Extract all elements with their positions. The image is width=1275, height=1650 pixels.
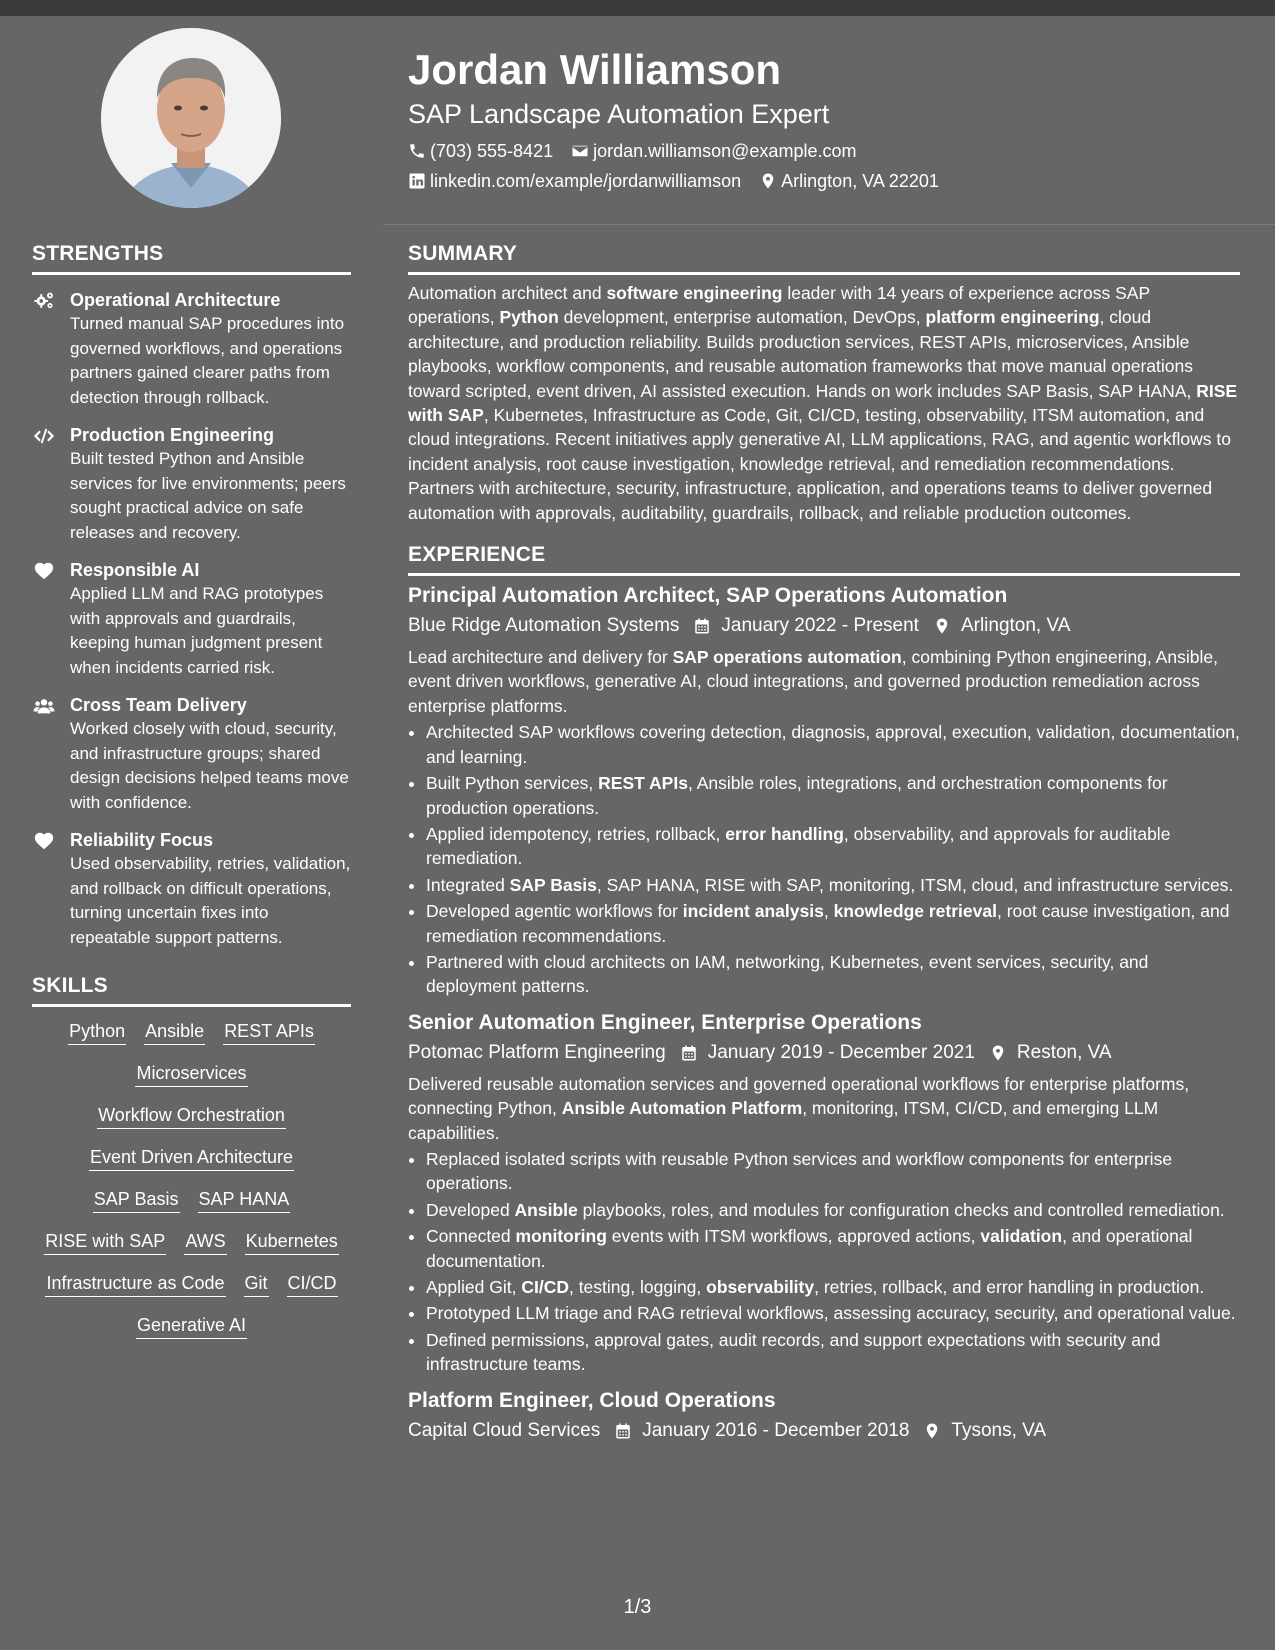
strengths-list [32,288,351,950]
job-entry [408,1009,1240,1377]
text-run: , testing, logging, [568,1277,707,1297]
header [408,40,1248,192]
text-run: , retries, rollback, and error handling in production. [814,1277,1205,1297]
phone-text: (703) 555-8421 [430,141,554,161]
job-description [408,645,1240,718]
text-run: Developed agentic workflows for [426,901,683,922]
envelope-icon [571,142,589,160]
text-run: Replaced isolated scripts with reusable Python services and workflow components for enterprise operations. [426,1148,1173,1194]
strength-description: Turned manual SAP procedures into governed workflows, and operations partners gained clearer paths from detection through rollback. [70,314,345,407]
strength-item [32,423,351,545]
job-bullets [408,1147,1240,1377]
text-run: Automation architect and [408,283,607,303]
bold-keyword: Python [499,307,559,328]
map-pin-icon [923,1421,941,1441]
calendar-icon [693,616,711,636]
job-dates [693,612,919,640]
map-pin-icon [933,616,951,636]
skill-tag: SAP Basis [93,1187,180,1213]
map-pin-icon [759,172,777,190]
code-icon [32,423,70,545]
location-contact [759,170,939,192]
skill-row [32,1313,351,1339]
job-company: Blue Ridge Automation Systems [408,615,680,637]
strength-item [32,828,351,950]
strength-item [32,288,351,410]
job-dates [614,1417,909,1445]
job-dates-text: January 2022 - Present [721,615,919,637]
gears-icon [32,288,70,410]
skills-heading: SKILLS [32,972,351,1007]
bullet-item [426,771,1240,820]
job-description [408,1072,1240,1145]
bullet-item [426,1224,1240,1273]
bold-keyword: software engineering [606,283,783,303]
summary-text [408,281,1240,525]
bold-keyword: RISE with SAP [408,380,1238,426]
skill-row [32,1229,351,1255]
profile-photo [101,28,281,208]
skill-tag: RISE with SAP [44,1229,166,1255]
strength-item [32,693,351,815]
skill-row [32,1271,351,1297]
linkedin-contact[interactable] [408,170,741,192]
strength-text [70,558,351,680]
header-divider [383,224,1275,225]
bold-keyword: CI/CD [521,1277,569,1297]
heart-icon [32,828,70,950]
bullet-item [426,1328,1240,1377]
job-dates-text: January 2019 - December 2021 [707,1041,975,1063]
text-run: , monitoring, ITSM, CI/CD, and emerging LLM capabilities. [408,1098,1159,1143]
job-location-text: Reston, VA [1016,1041,1112,1063]
skill-row [32,1061,351,1087]
bullet-item [426,1301,1240,1325]
skill-tag: Event Driven Architecture [89,1145,294,1171]
text-run: Developed [426,1199,515,1220]
bold-keyword: Ansible Automation Platform [561,1098,803,1119]
skill-tag: Git [244,1271,269,1297]
text-run: , and operational documentation. [426,1226,1193,1271]
strength-text [70,828,351,950]
text-run: Built Python services, [426,773,599,794]
strengths-heading: STRENGTHS [32,240,351,275]
sidebar [32,240,351,1355]
job-title: Platform Engineer, Cloud Operations [408,1388,776,1412]
job-title: Senior Automation Engineer, Enterprise Operations [408,1010,922,1034]
text-run: , [823,901,834,922]
experience-heading: EXPERIENCE [408,541,1240,576]
text-run: development, enterprise automation, DevOps, [558,307,926,328]
job-location [923,1417,1046,1445]
bullet-item [426,1198,1240,1222]
top-bar [0,0,1275,16]
bold-keyword: knowledge retrieval [833,901,997,922]
bold-keyword: error handling [725,823,844,844]
job-location-text: Tysons, VA [951,1419,1047,1441]
strength-text [70,423,351,545]
skill-tag: Python [68,1019,126,1045]
text-run: Integrated [426,874,510,895]
bold-keyword: SAP Basis [509,874,597,895]
job-company: Capital Cloud Services [408,1419,601,1441]
job-entry [408,582,1240,999]
text-run: , combining Python engineering, Ansible, event driven workflows, generative AI, cloud integrations, and governed production remediation across enterprise platforms. [408,647,1218,716]
bullet-item [426,1275,1240,1299]
skill-row [32,1145,351,1171]
heart-icon [32,558,70,680]
text-run: , cloud architecture, and production reliability. Builds production services, REST APIs, microservices, Ansible playbooks, workflow components, and reusable automation frameworks that move manual operations toward scripted, event driven, AI assisted execution. Hands on work includes SAP Basis, SAP HANA, [408,307,1197,401]
skill-tag: Ansible [144,1019,205,1045]
bullet-item [426,720,1240,769]
skills-list [32,1019,351,1355]
skill-tag: Infrastructure as Code [45,1271,225,1297]
strength-name: Responsible AI [70,560,200,580]
skill-row [32,1019,351,1045]
skill-row [32,1103,351,1129]
bold-keyword: validation [980,1226,1063,1247]
text-run: Defined permissions, approval gates, audit records, and support expectations with security and infrastructure teams. [426,1329,1161,1375]
text-run: Applied Git, [426,1277,522,1297]
text-run: events with ITSM workflows, approved actions, [606,1226,981,1247]
linkedin-text: linkedin.com/example/jordanwilliamson [430,171,742,191]
text-run: Partnered with cloud architects on IAM, networking, Kubernetes, event services, security, and deployment patterns. [426,951,1149,997]
contact-line-2 [408,170,1248,192]
strength-description: Built tested Python and Ansible services for live environments; peers sought practical advice on safe releases and recovery. [70,449,346,542]
text-run: Prototyped LLM triage and RAG retrieval workflows, assessing accuracy, security, and operational value. [426,1303,1236,1324]
job-dates-text: January 2016 - December 2018 [642,1419,910,1441]
experience-list [408,582,1240,1445]
bullet-item [426,873,1240,897]
calendar-icon [680,1043,698,1063]
skill-tag: REST APIs [223,1019,315,1045]
bold-keyword: monitoring [515,1226,607,1247]
job-headline: SAP Landscape Automation Expert [408,99,830,129]
strength-item [32,558,351,680]
bold-keyword: Ansible [514,1199,578,1220]
contact-line-1 [408,140,1248,162]
bullet-item [426,950,1240,999]
job-meta [408,1417,1240,1445]
job-location [989,1039,1112,1067]
strength-description: Used observability, retries, validation, and rollback on difficult operations, turning uncertain fixes into repeatable support patterns. [70,854,351,947]
bold-keyword: observability [706,1277,815,1297]
portrait-image [101,28,281,208]
bullet-item [426,1147,1240,1196]
job-dates [680,1039,975,1067]
summary-heading: SUMMARY [408,240,1240,275]
map-pin-icon [989,1043,1007,1063]
job-title: Principal Automation Architect, SAP Operations Automation [408,584,1008,608]
job-meta [408,612,1240,640]
job-bullets [408,720,1240,998]
job-entry [408,1387,1240,1445]
text-run: Connected [426,1226,516,1247]
strength-name: Reliability Focus [70,830,214,850]
skill-tag: Microservices [135,1061,247,1087]
job-location-text: Arlington, VA [960,615,1071,637]
strength-description: Applied LLM and RAG prototypes with approvals and guardrails, keeping human judgment present when incidents carried risk. [70,584,324,677]
text-run: , observability, and approvals for auditable remediation. [426,823,1171,869]
phone-icon [408,142,426,160]
email-contact[interactable] [571,140,856,162]
text-run: , SAP HANA, RISE with SAP, monitoring, ITSM, cloud, and infrastructure services. [596,874,1234,895]
strength-name: Operational Architecture [70,290,281,310]
bullet-item [426,899,1240,948]
text-run: , Ansible roles, integrations, and orchestration components for production operations. [426,773,1168,818]
text-run: , Kubernetes, Infrastructure as Code, Git, CI/CD, testing, observability, ITSM automation, and cloud integrations. Recent initiatives apply generative AI, LLM applications, RAG, and agentic workflows to incident analysis, root cause investigation, knowledge retrieval, and remediation recommendations. Partners with architecture, security, infrastructure, application, and operations teams to deliver governed automation with approvals, auditability, guardrails, rollback, and reliable production outcomes. [408,405,1231,523]
email-text: jordan.williamson@example.com [593,141,857,161]
calendar-icon [614,1421,632,1441]
job-meta [408,1039,1240,1067]
skill-tag: SAP HANA [198,1187,291,1213]
skill-row [32,1187,351,1213]
strength-name: Production Engineering [70,425,275,445]
skill-tag: AWS [184,1229,226,1255]
skill-tag: Workflow Orchestration [97,1103,286,1129]
strength-name: Cross Team Delivery [70,695,247,715]
bold-keyword: platform engineering [925,307,1100,328]
strength-text [70,693,351,815]
page-number: 1/3 [623,1596,652,1618]
job-company: Potomac Platform Engineering [408,1041,666,1063]
main-content [408,240,1240,1455]
linkedin-icon [408,172,426,190]
skill-tag: CI/CD [287,1271,338,1297]
text-run: leader with 14 years of experience across SAP operations, [408,283,1150,328]
bold-keyword: incident analysis [682,901,824,922]
text-run: Delivered reusable automation services and governed operational workflows for enterprise platforms, connecting Python, [408,1073,1190,1119]
person-name: Jordan Williamson [408,46,782,93]
text-run: Applied idempotency, retries, rollback, [426,823,726,844]
strength-text [70,288,351,410]
bullet-item [426,822,1240,871]
skill-tag: Kubernetes [245,1229,339,1255]
text-run: Lead architecture and delivery for [408,647,673,668]
text-run: Architected SAP workflows covering detection, diagnosis, approval, execution, validation, documentation, and learning. [426,722,1240,767]
bold-keyword: REST APIs [598,773,688,794]
skill-tag: Generative AI [136,1313,247,1339]
text-run: playbooks, roles, and modules for configuration checks and controlled remediation. [577,1199,1225,1220]
location-text: Arlington, VA 22201 [781,171,939,191]
job-location [933,612,1070,640]
users-icon [32,693,70,815]
text-run: , root cause investigation, and remediation recommendations. [426,901,1230,946]
strength-description: Worked closely with cloud, security, and infrastructure groups; shared design decisions helped teams move with confidence. [70,719,349,812]
bold-keyword: SAP operations automation [672,647,902,668]
phone-contact[interactable] [408,140,553,162]
